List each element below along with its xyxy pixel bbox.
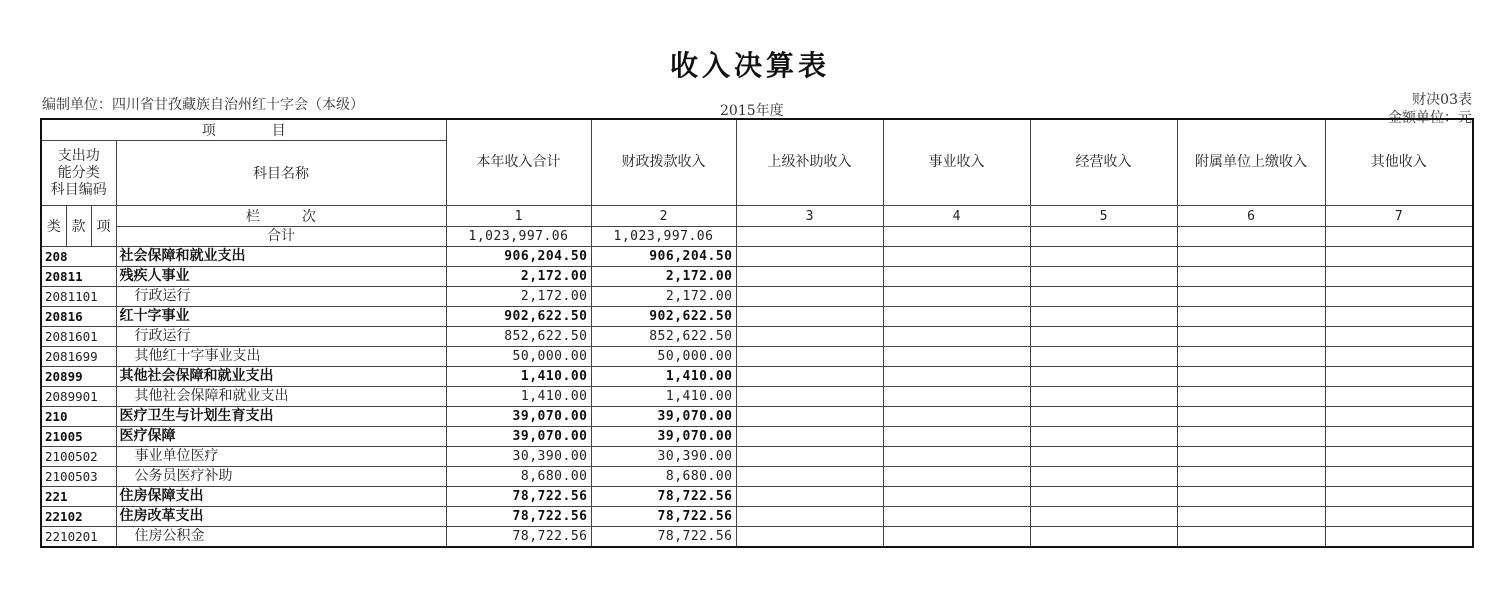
lei-header: 类 (41, 206, 66, 247)
subject-code: 2081601 (41, 327, 116, 347)
affiliated-income (1177, 527, 1325, 548)
item-header: 项 目 (41, 119, 446, 141)
superior-income (736, 367, 883, 387)
table-row (41, 347, 1473, 367)
affiliated-income (1177, 447, 1325, 467)
business-income (883, 407, 1030, 427)
business-income (883, 427, 1030, 447)
lan-ci-header: 栏 次 (116, 206, 446, 227)
col-affiliated-header: 附属单位上缴收入 (1177, 119, 1325, 206)
other-income (1325, 247, 1473, 267)
subject-name: 社会保障和就业支出 (116, 247, 446, 267)
business-income (883, 367, 1030, 387)
report-title: 收入决算表 (669, 49, 830, 82)
operating-income (1030, 387, 1177, 407)
table-row (41, 407, 1473, 427)
empty-cell (736, 227, 883, 247)
affiliated-income (1177, 287, 1325, 307)
fiscal-income: 30,390.00 (591, 447, 736, 467)
subject-code: 208 (41, 247, 116, 267)
operating-income (1030, 447, 1177, 467)
fiscal-income: 852,622.50 (591, 327, 736, 347)
empty-cell (883, 227, 1030, 247)
affiliated-income (1177, 247, 1325, 267)
total-income: 2,172.00 (446, 287, 591, 307)
affiliated-income (1177, 367, 1325, 387)
total-income: 1,410.00 (446, 387, 591, 407)
total-income: 8,680.00 (446, 467, 591, 487)
affiliated-income (1177, 427, 1325, 447)
subject-name: 医疗卫生与计划生育支出 (116, 407, 446, 427)
operating-income (1030, 307, 1177, 327)
other-income (1325, 387, 1473, 407)
fiscal-income: 78,722.56 (591, 527, 736, 548)
subject-name: 公务员医疗补助 (116, 467, 446, 487)
table-row (41, 507, 1473, 527)
other-income (1325, 447, 1473, 467)
col-total-header: 本年收入合计 (446, 119, 591, 206)
col-business-header: 事业收入 (883, 119, 1030, 206)
col-number: 6 (1177, 206, 1325, 227)
col-operating-header: 经营收入 (1030, 119, 1177, 206)
total-amount: 1,023,997.06 (446, 227, 591, 247)
subject-code: 2100502 (41, 447, 116, 467)
total-income: 78,722.56 (446, 527, 591, 548)
subject-name: 残疾人事业 (116, 267, 446, 287)
superior-income (736, 487, 883, 507)
affiliated-income (1177, 467, 1325, 487)
subject-name: 事业单位医疗 (116, 447, 446, 467)
other-income (1325, 347, 1473, 367)
business-income (883, 347, 1030, 367)
business-income (883, 267, 1030, 287)
operating-income (1030, 467, 1177, 487)
total-income: 902,622.50 (446, 307, 591, 327)
subject-name: 住房改革支出 (116, 507, 446, 527)
business-income (883, 247, 1030, 267)
subject-code: 210 (41, 407, 116, 427)
superior-income (736, 307, 883, 327)
other-income (1325, 467, 1473, 487)
other-income (1325, 527, 1473, 548)
total-income: 2,172.00 (446, 267, 591, 287)
fiscal-income: 2,172.00 (591, 287, 736, 307)
other-income (1325, 367, 1473, 387)
col-number: 2 (591, 206, 736, 227)
subject-code: 2100503 (41, 467, 116, 487)
subject-code: 2210201 (41, 527, 116, 548)
fiscal-income: 1,410.00 (591, 367, 736, 387)
operating-income (1030, 267, 1177, 287)
fiscal-income: 902,622.50 (591, 307, 736, 327)
subject-code: 2089901 (41, 387, 116, 407)
other-income (1325, 267, 1473, 287)
operating-income (1030, 527, 1177, 548)
business-income (883, 307, 1030, 327)
fiscal-income: 78,722.56 (591, 507, 736, 527)
operating-income (1030, 347, 1177, 367)
superior-income (736, 347, 883, 367)
total-income: 1,410.00 (446, 367, 591, 387)
superior-income (736, 447, 883, 467)
subject-name: 行政运行 (116, 287, 446, 307)
business-income (883, 327, 1030, 347)
total-income: 50,000.00 (446, 347, 591, 367)
fiscal-income: 39,070.00 (591, 427, 736, 447)
operating-income (1030, 247, 1177, 267)
affiliated-income (1177, 387, 1325, 407)
operating-income (1030, 507, 1177, 527)
subject-name-header: 科目名称 (116, 141, 446, 206)
subject-code: 2081699 (41, 347, 116, 367)
table-row (41, 467, 1473, 487)
subject-code: 21005 (41, 427, 116, 447)
total-income: 852,622.50 (446, 327, 591, 347)
other-income (1325, 407, 1473, 427)
superior-income (736, 327, 883, 347)
total-income: 906,204.50 (446, 247, 591, 267)
func-code-header: 支出功 能分类 科目编码 (41, 141, 116, 206)
table-row (41, 387, 1473, 407)
business-income (883, 467, 1030, 487)
fiscal-income: 2,172.00 (591, 267, 736, 287)
other-income (1325, 507, 1473, 527)
subject-code: 20899 (41, 367, 116, 387)
table-row (41, 307, 1473, 327)
superior-income (736, 467, 883, 487)
empty-cell (1325, 227, 1473, 247)
income-table (40, 118, 1474, 548)
superior-income (736, 427, 883, 447)
business-income (883, 287, 1030, 307)
business-income (883, 387, 1030, 407)
table-row (41, 527, 1473, 548)
subject-code: 20811 (41, 267, 116, 287)
business-income (883, 487, 1030, 507)
other-income (1325, 307, 1473, 327)
col-number: 3 (736, 206, 883, 227)
affiliated-income (1177, 347, 1325, 367)
superior-income (736, 247, 883, 267)
table-row (41, 367, 1473, 387)
business-income (883, 527, 1030, 548)
col-number: 5 (1030, 206, 1177, 227)
xiang-header: 项 (91, 206, 116, 247)
table-row (41, 487, 1473, 507)
table-row (41, 427, 1473, 447)
total-label: 合计 (116, 227, 446, 247)
table-row (41, 447, 1473, 467)
col-number: 1 (446, 206, 591, 227)
empty-cell (1030, 227, 1177, 247)
operating-income (1030, 407, 1177, 427)
fiscal-income: 906,204.50 (591, 247, 736, 267)
amount-unit: 金额单位：元 (1388, 110, 1472, 126)
fiscal-income: 78,722.56 (591, 487, 736, 507)
subject-code: 20816 (41, 307, 116, 327)
total-income: 30,390.00 (446, 447, 591, 467)
other-income (1325, 427, 1473, 447)
empty-cell (1177, 227, 1325, 247)
operating-income (1030, 487, 1177, 507)
kuan-header: 款 (66, 206, 91, 247)
operating-income (1030, 367, 1177, 387)
superior-income (736, 407, 883, 427)
affiliated-income (1177, 267, 1325, 287)
fiscal-income: 50,000.00 (591, 347, 736, 367)
subject-name: 住房保障支出 (116, 487, 446, 507)
subject-name: 行政运行 (116, 327, 446, 347)
org-name: 编制单位：四川省甘孜藏族自治州红十字会（本级） (42, 97, 364, 113)
total-income: 39,070.00 (446, 427, 591, 447)
fiscal-income: 1,410.00 (591, 387, 736, 407)
form-number: 财决03表 (1412, 92, 1472, 108)
operating-income (1030, 327, 1177, 347)
report-year: 2015年度 (720, 103, 784, 119)
subject-name: 其他社会保障和就业支出 (116, 387, 446, 407)
col-superior-header: 上级补助收入 (736, 119, 883, 206)
table-row (41, 287, 1473, 307)
subject-code: 2081101 (41, 287, 116, 307)
operating-income (1030, 287, 1177, 307)
other-income (1325, 287, 1473, 307)
affiliated-income (1177, 507, 1325, 527)
superior-income (736, 267, 883, 287)
affiliated-income (1177, 307, 1325, 327)
table-row (41, 267, 1473, 287)
superior-income (736, 507, 883, 527)
subject-name: 其他红十字事业支出 (116, 347, 446, 367)
business-income (883, 507, 1030, 527)
other-income (1325, 327, 1473, 347)
subject-name: 其他社会保障和就业支出 (116, 367, 446, 387)
table-row (41, 247, 1473, 267)
subject-name: 住房公积金 (116, 527, 446, 548)
table-row (41, 327, 1473, 347)
affiliated-income (1177, 407, 1325, 427)
operating-income (1030, 427, 1177, 447)
fiscal-income: 8,680.00 (591, 467, 736, 487)
superior-income (736, 387, 883, 407)
total-income: 78,722.56 (446, 487, 591, 507)
subject-code: 221 (41, 487, 116, 507)
col-number: 7 (1325, 206, 1473, 227)
table-body (41, 247, 1473, 548)
affiliated-income (1177, 487, 1325, 507)
superior-income (736, 287, 883, 307)
subject-code: 22102 (41, 507, 116, 527)
col-fiscal-header: 财政拨款收入 (591, 119, 736, 206)
total-income: 39,070.00 (446, 407, 591, 427)
affiliated-income (1177, 327, 1325, 347)
total-fiscal: 1,023,997.06 (591, 227, 736, 247)
business-income (883, 447, 1030, 467)
col-other-header: 其他收入 (1325, 119, 1473, 206)
superior-income (736, 527, 883, 548)
subject-name: 医疗保障 (116, 427, 446, 447)
other-income (1325, 487, 1473, 507)
subject-name: 红十字事业 (116, 307, 446, 327)
total-income: 78,722.56 (446, 507, 591, 527)
col-number: 4 (883, 206, 1030, 227)
fiscal-income: 39,070.00 (591, 407, 736, 427)
